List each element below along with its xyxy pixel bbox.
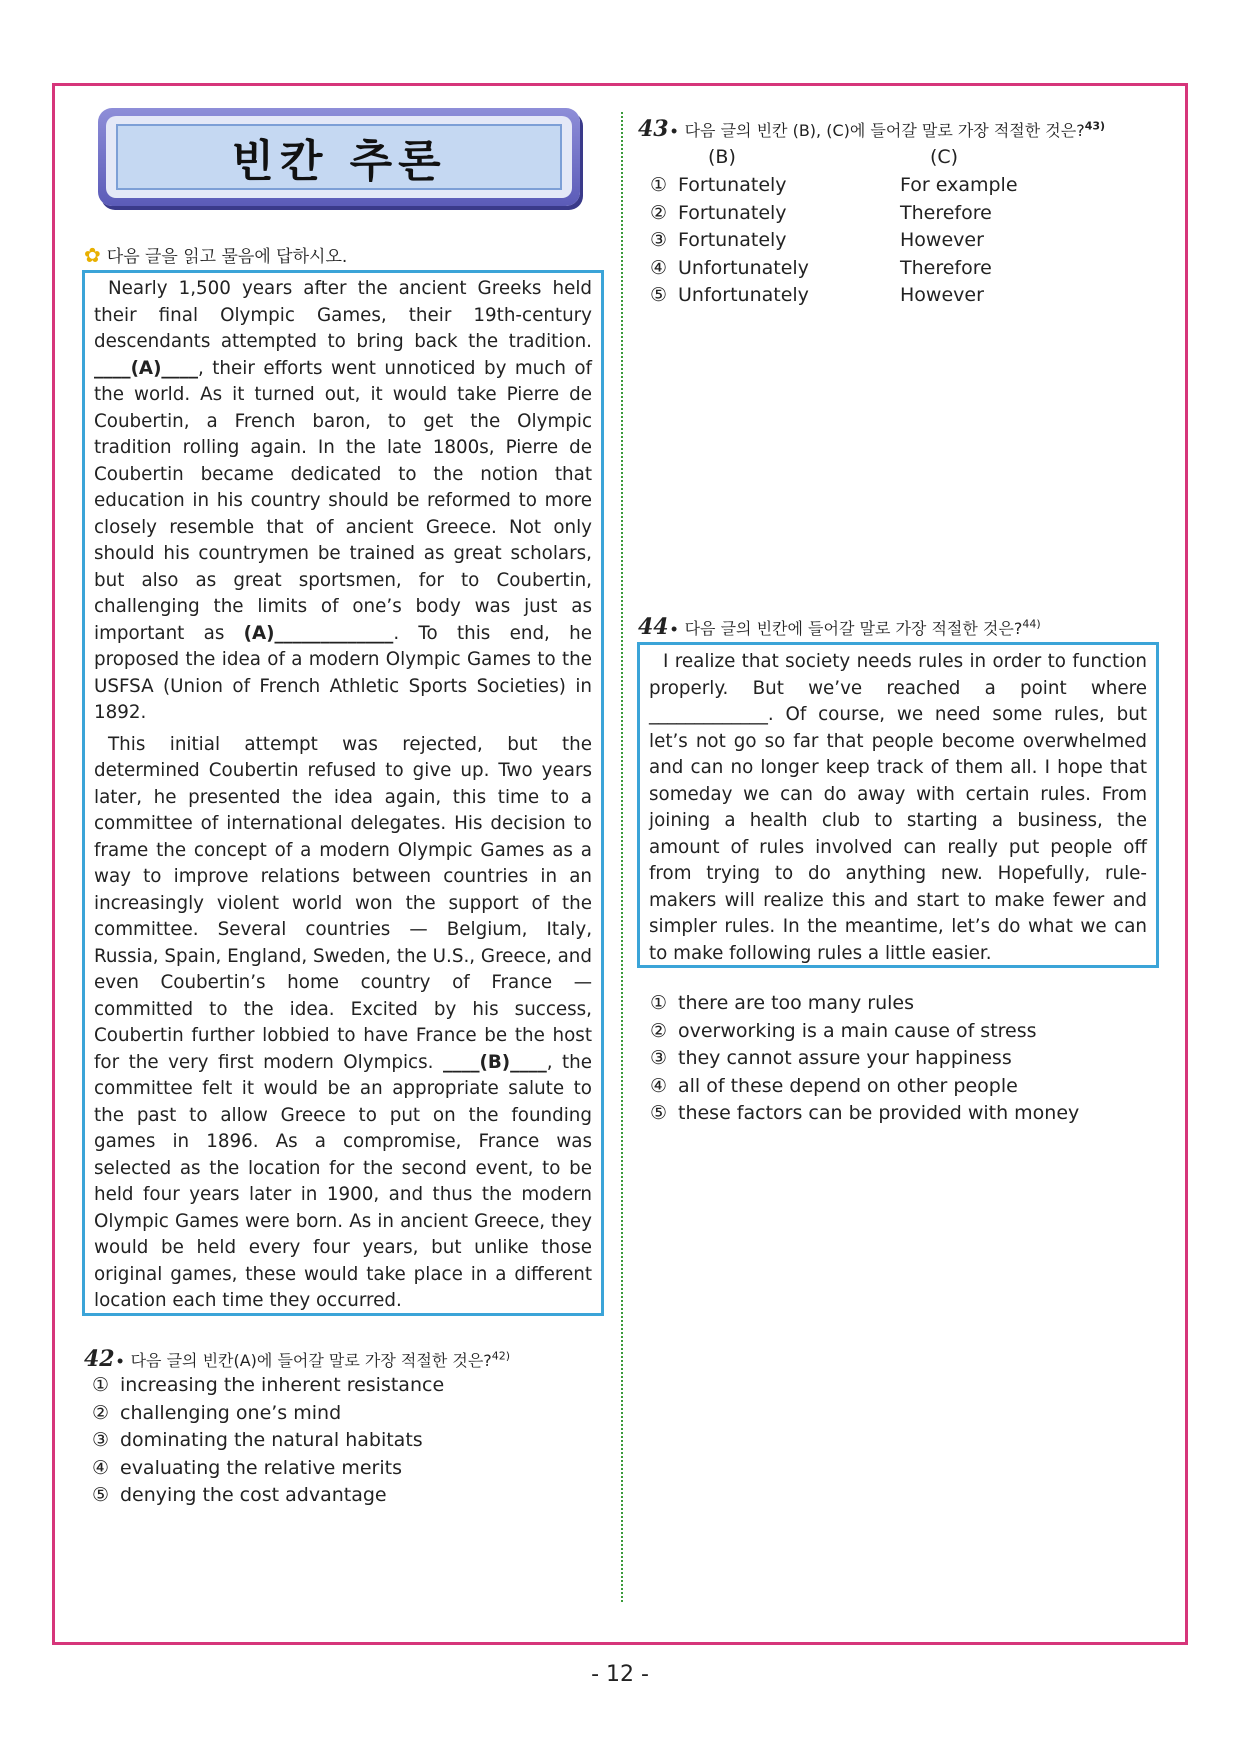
option-b: Unfortunately — [678, 284, 809, 307]
option-mark: ④ — [650, 1074, 668, 1097]
option-mark: ③ — [92, 1429, 110, 1452]
question-42-ref: 42) — [491, 1349, 511, 1363]
option-c: Therefore — [900, 256, 992, 279]
option-text: all of these depend on other people — [678, 1074, 1018, 1097]
option[interactable] — [92, 1372, 444, 1400]
instruction — [84, 242, 347, 267]
question-43-prompt — [685, 118, 1105, 141]
option-b: Fortunately — [678, 174, 787, 196]
option-mark: ② — [650, 1019, 668, 1042]
option[interactable] — [650, 1100, 1079, 1128]
question-43-options — [650, 172, 1018, 310]
option[interactable] — [92, 1427, 444, 1455]
blank-a: ____(A)____ — [94, 357, 198, 379]
question-43-header — [638, 116, 1105, 142]
option[interactable] — [650, 1018, 1079, 1046]
question-43-ref: 43) — [1084, 119, 1106, 133]
option-text: dominating the natural habitats — [120, 1429, 423, 1452]
passage-text: Nearly 1,500 years after the ancient Greeks held their final Olympic Games, their 19th-century descendants attempted to bring back the tradition. — [94, 278, 592, 352]
option-mark: ② — [650, 201, 668, 224]
option-mark: ⑤ — [650, 1102, 668, 1125]
option-mark: ③ — [650, 229, 668, 252]
column-divider — [621, 112, 623, 1602]
option[interactable] — [650, 282, 1018, 310]
option[interactable] — [650, 227, 1018, 255]
flower-icon: ✿ — [84, 242, 101, 267]
option-mark: ① — [650, 992, 668, 1014]
question-43-prompt-text: 다음 글의 빈칸 (B), (C)에 들어갈 말로 가장 적절한 것은? — [684, 121, 1085, 140]
option-mark: ⑤ — [650, 284, 668, 307]
option[interactable] — [92, 1455, 444, 1483]
option-text: there are too many rules — [678, 992, 915, 1014]
question-44-options — [650, 990, 1079, 1128]
question-44-prompt — [685, 616, 1041, 639]
page-number: - 12 - — [591, 1662, 649, 1687]
title-banner-mid — [106, 116, 572, 198]
option-text: increasing the inherent resistance — [120, 1374, 445, 1396]
blank-b: ____(B)____ — [442, 1051, 547, 1073]
title-banner-inner — [116, 124, 562, 190]
option-mark: ② — [92, 1401, 110, 1424]
question-43-number: 43 • — [638, 116, 679, 142]
option-c: Therefore — [900, 201, 992, 224]
blank-a-second: (A)_____________ — [243, 622, 394, 644]
passage-paragraph — [649, 649, 1147, 967]
question-44-ref: 44) — [1022, 617, 1041, 631]
passage-text: , their efforts went unnoticed by much of the world. As it turned out, it would take Pierre de Coubertin, a French baron, to get the Olympic tradition rolling again. In the late 1800s, Pierre de Coubertin became dedicated to the notion that education in his country should be reformed to more closely resemble that of ancient Greece. Not only should his countrymen be trained as great scholars, but also as great sportsmen, for to Coubertin, challenging the limits of one’s body was just as important as — [94, 357, 592, 644]
option-c: However — [900, 229, 984, 252]
question-44-prompt-text: 다음 글의 빈칸에 들어갈 말로 가장 적절한 것은? — [684, 619, 1023, 638]
question-43-column-headers — [650, 144, 958, 172]
question-42-prompt-text: 다음 글의 빈칸(A)에 들어갈 말로 가장 적절한 것은? — [130, 1351, 492, 1370]
passage-text: I realize that society needs rules in order to function properly. But we’ve reached a point where _____________ — [649, 651, 1147, 725]
option[interactable] — [650, 255, 1018, 283]
option-mark: ④ — [92, 1456, 110, 1479]
option-b: Fortunately — [678, 201, 787, 224]
passage-paragraph-2 — [94, 732, 592, 1315]
instruction-text: 다음 글을 읽고 물음에 답하시오. — [106, 247, 348, 267]
option-b: Fortunately — [678, 229, 787, 252]
passage-paragraph-1 — [94, 276, 592, 727]
passage-text: . To this end, he proposed the idea of a modern Olympic Games to the USFSA (Union of French Athletic Sports Societies) in 1892. — [94, 622, 592, 723]
question-42-number: 42 • — [84, 1346, 125, 1372]
option-text: evaluating the relative merits — [120, 1456, 402, 1479]
option[interactable] — [92, 1400, 444, 1428]
passage-text: This initial attempt was rejected, but the determined Coubertin refused to give up. Two years later, he presented the idea again, this time to a committee of international delegates. His decision to frame the concept of a modern Olympic Games as a way to improve relations between countries in an increasingly violent world won the support of the committee. Several countries — Belgium, Italy, Russia, Spain, England, Sweden, the U.S., Greece, and even Coubertin’s home country of France — committed to the idea. Excited by his success, Coubertin further lobbied to have France be the host for the very first modern Olympics. — [94, 733, 592, 1073]
option-mark: ⑤ — [92, 1484, 110, 1507]
passage-text: . Of course, we need some rules, but let’s not go so far that people become overwhelmed and can no longer keep track of them all. I hope that someday we can do away with certain rules. From joining a health club to starting a business, the amount of rules involved can really put people off from trying to do anything new. Hopefully, rule-makers will realize this and start to make fewer and simpler rules. In the meantime, let’s do what we can to make following rules a little easier. — [649, 704, 1147, 964]
option-text: they cannot assure your happiness — [678, 1047, 1012, 1070]
question-44-passage — [637, 642, 1159, 968]
question-42-header — [84, 1346, 510, 1372]
option[interactable] — [650, 990, 1079, 1018]
option[interactable] — [650, 1073, 1079, 1101]
option-mark: ③ — [650, 1047, 668, 1070]
option-text: challenging one’s mind — [120, 1401, 342, 1424]
option-mark: ④ — [650, 256, 668, 279]
option[interactable] — [650, 1045, 1079, 1073]
question-44-header — [638, 614, 1041, 640]
main-passage — [82, 270, 604, 1316]
question-42-options — [92, 1372, 444, 1510]
passage-text: , the committee felt it would be an appropriate salute to the past to allow Greece to put on the founding games in 1896. As a compromise, France was selected as the location for the second event, to be held four years later in 1900, and thus the modern Olympic Games were born. As in ancient Greece, they would be held every four years, but unlike those original games, these would take place in a different location each time they occurred. — [94, 1051, 593, 1311]
column-c-header: (C) — [930, 146, 959, 168]
option[interactable] — [92, 1482, 444, 1510]
question-42-prompt — [131, 1348, 511, 1371]
option[interactable] — [650, 200, 1018, 228]
page-title: 빈칸 추론 — [231, 136, 447, 187]
option[interactable] — [650, 172, 1018, 200]
column-b-header: (B) — [708, 146, 736, 168]
option-text: overworking is a main cause of stress — [678, 1019, 1037, 1042]
option-b: Unfortunately — [678, 256, 809, 279]
option-c: For example — [900, 174, 1018, 196]
option-mark: ① — [650, 174, 668, 196]
option-text: denying the cost advantage — [120, 1484, 387, 1507]
title-banner — [98, 108, 580, 206]
option-c: However — [900, 284, 984, 307]
option-text: these factors can be provided with money — [678, 1102, 1080, 1125]
question-44-number: 44 • — [638, 614, 679, 640]
option-mark: ① — [92, 1374, 110, 1396]
